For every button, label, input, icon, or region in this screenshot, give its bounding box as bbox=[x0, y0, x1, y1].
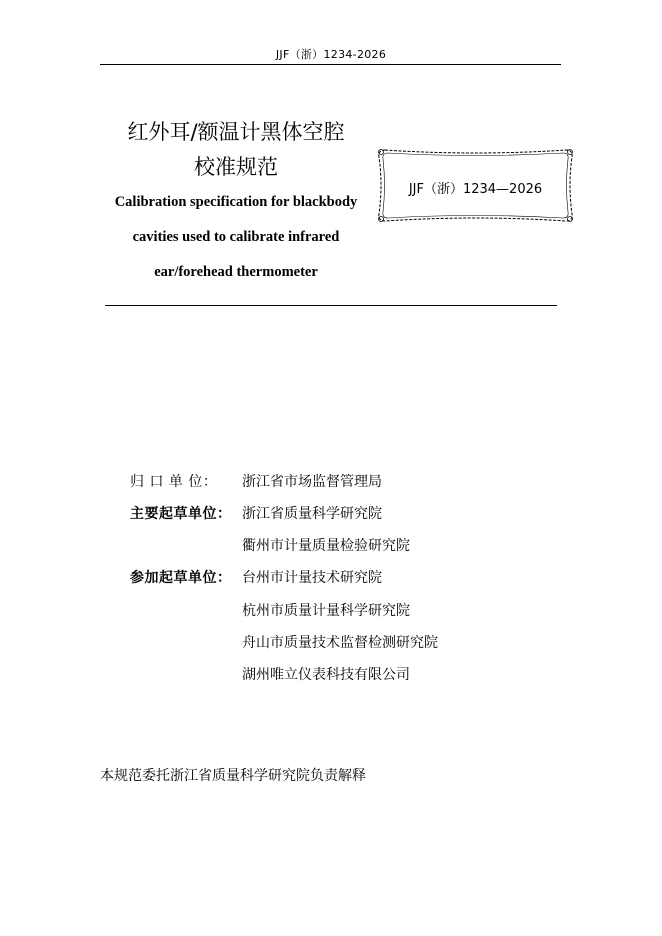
main-drafting-unit-2: 衢州市计量质量检验研究院 bbox=[242, 538, 410, 554]
participating-unit-2: 杭州市质量计量科学研究院 bbox=[242, 603, 410, 619]
standard-code: JJF（浙）1234—2026 bbox=[408, 182, 543, 197]
title-rule bbox=[105, 305, 557, 306]
header-rule bbox=[100, 64, 561, 65]
standard-code-box bbox=[377, 148, 574, 223]
title-english-line-2: cavities used to calibrate infrared bbox=[132, 229, 340, 245]
main-drafting-unit-1: 浙江省质量科学研究院 bbox=[242, 506, 382, 522]
participating-unit-4: 湖州唯立仪表科技有限公司 bbox=[242, 667, 410, 683]
title-english-line-1: Calibration specification for blackbody bbox=[114, 194, 358, 210]
participating-label: 参加起草单位： bbox=[130, 570, 232, 586]
running-header: JJF（浙）1234-2026 bbox=[275, 48, 387, 61]
participating-unit-1: 台州市计量技术研究院 bbox=[242, 570, 382, 586]
interpretation-statement: 本规范委托浙江省质量科学研究院负责解释 bbox=[100, 768, 366, 784]
centralized-unit-value: 浙江省市场监督管理局 bbox=[242, 474, 382, 490]
main-drafting-label: 主要起草单位： bbox=[130, 506, 232, 522]
title-chinese-line-1: 红外耳/额温计黑体空腔 bbox=[127, 120, 345, 144]
title-english-line-3: ear/forehead thermometer bbox=[154, 264, 318, 280]
centralized-unit-label: 归 口 单 位： bbox=[130, 474, 218, 490]
title-chinese-line-2: 校准规范 bbox=[194, 155, 278, 179]
participating-unit-3: 舟山市质量技术监督检测研究院 bbox=[242, 635, 438, 651]
